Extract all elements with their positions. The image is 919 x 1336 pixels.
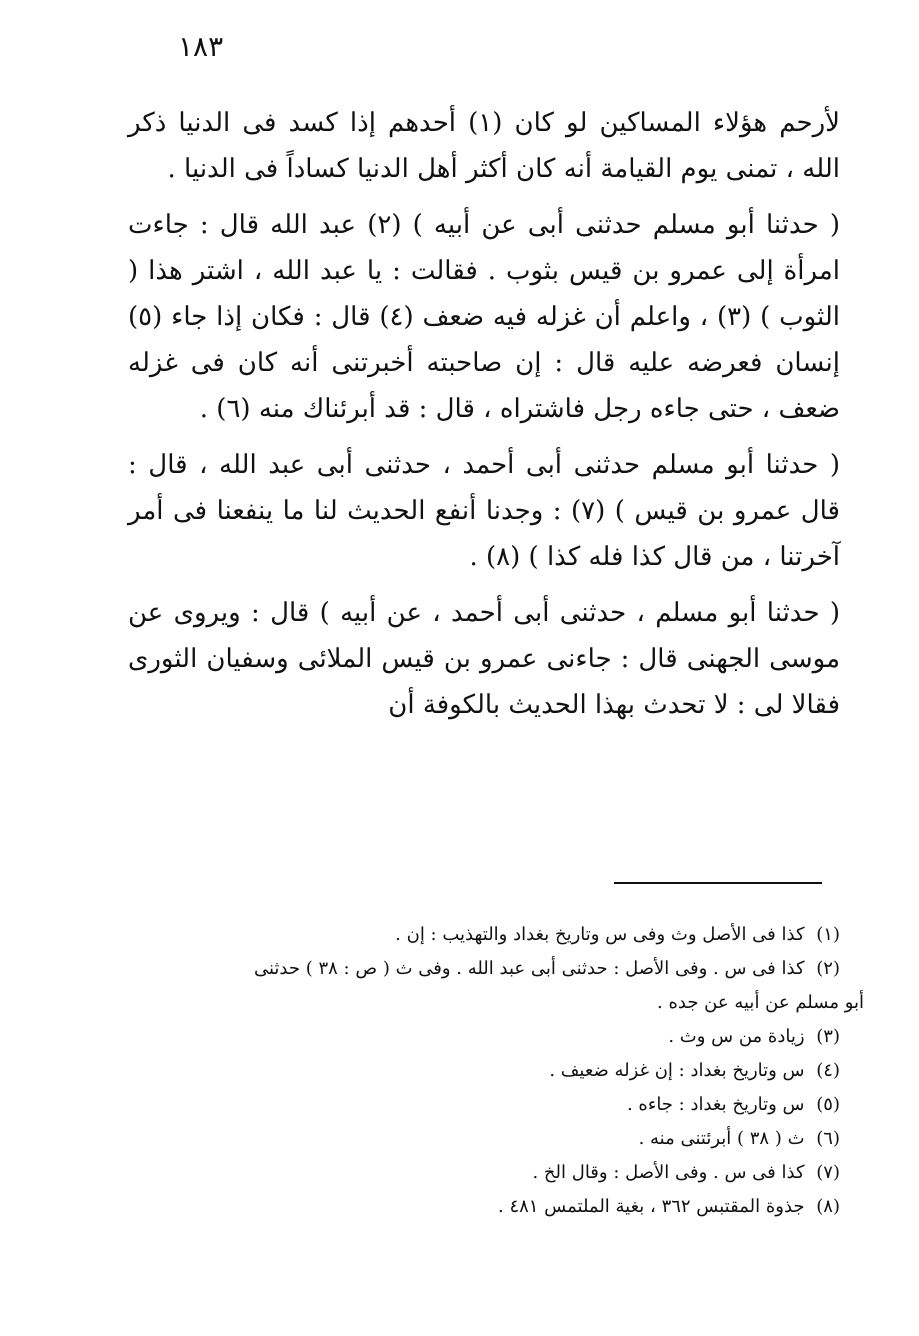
footnote-number: (٧) bbox=[816, 1162, 840, 1183]
main-text bbox=[128, 100, 840, 738]
footnote-divider bbox=[614, 882, 822, 884]
footnote-number: (٤) bbox=[816, 1060, 840, 1081]
footnote-text: كذا فى س . وفى الأصل : حدثنى أبى عبد الله . وفى ث ( ص : ٣٨ ) حدثنى bbox=[253, 958, 805, 979]
footnote-text: س وتاريخ بغداد : جاءه . bbox=[626, 1094, 805, 1115]
footnote bbox=[128, 1122, 840, 1156]
footnote-text: س وتاريخ بغداد : إن غزله ضعيف . bbox=[549, 1060, 805, 1081]
footnote-text: كذا فى س . وفى الأصل : وقال الخ . bbox=[532, 1162, 805, 1183]
footnote-number: (٦) bbox=[816, 1128, 840, 1149]
paragraph: ( حدثنا أبو مسلم حدثنى أبى عن أبيه ) (٢) عبد الله قال : جاءت امرأة إلى عمرو بن قيس بثوب . فقالت : يا عبد الله ، اشتر هذا ( الثوب ) (٣) ، واعلم أن غزله فيه ضعف (٤) قال : فكان إذا جاء (٥) إنسان فعرضه عليه قال : إن صاحبته أخبرتنى أنه كان فى غزله ضعف ، حتى جاءه رجل فاشتراه ، قال : قد أبرئناك منه (٦) . bbox=[128, 210, 840, 424]
footnote-number: (١) bbox=[816, 924, 840, 945]
footnote-number: (٥) bbox=[816, 1094, 840, 1115]
footnote-text: جذوة المقتبس ٣٦٢ ، بغية الملتمس ٤٨١ . bbox=[497, 1196, 805, 1217]
footnote-number: (٣) bbox=[816, 1026, 840, 1047]
footnote-number: (٨) bbox=[816, 1196, 840, 1217]
footnote bbox=[128, 1190, 840, 1224]
footnotes bbox=[128, 918, 864, 1224]
footnote-number: (٢) bbox=[816, 958, 840, 979]
footnote-continuation: أبو مسلم عن أبيه عن جده . bbox=[657, 992, 864, 1013]
footnote-text: كذا فى الأصل وث وفى س وتاريخ بغداد والتهذيب : إن . bbox=[395, 924, 805, 945]
footnote bbox=[128, 1088, 840, 1122]
footnote bbox=[128, 1054, 840, 1088]
page-number: ١٨٣ bbox=[178, 30, 224, 63]
footnote bbox=[128, 1020, 840, 1054]
paragraph: ( حدثنا أبو مسلم حدثنى أبى أحمد ، حدثنى أبى عبد الله ، قال : قال عمرو بن قيس ) (٧) : وجدنا أنفع الحديث لنا ما ينفعنا فى أمر آخرتنا ، من قال كذا فله كذا ) (٨) . bbox=[128, 450, 840, 572]
footnote-text: ث ( ٣٨ ) أبرئتنى منه . bbox=[638, 1128, 805, 1149]
paragraph: ( حدثنا أبو مسلم ، حدثنى أبى أحمد ، عن أبيه ) قال : ويروى عن موسى الجهنى قال : جاءنى عمرو بن قيس الملائى وسفيان الثورى فقالا لى : لا تحدث بهذا الحديث بالكوفة أن bbox=[128, 598, 840, 720]
footnote bbox=[128, 918, 840, 952]
footnote bbox=[128, 1156, 840, 1190]
footnote-text: زيادة من س وث . bbox=[668, 1026, 805, 1047]
paragraph: لأرحم هؤلاء المساكين لو كان (١) أحدهم إذا كسد فى الدنيا ذكر الله ، تمنى يوم القيامة أنه كان أكثر أهل الدنيا كساداً فى الدنيا . bbox=[128, 108, 840, 184]
footnote bbox=[128, 952, 840, 986]
